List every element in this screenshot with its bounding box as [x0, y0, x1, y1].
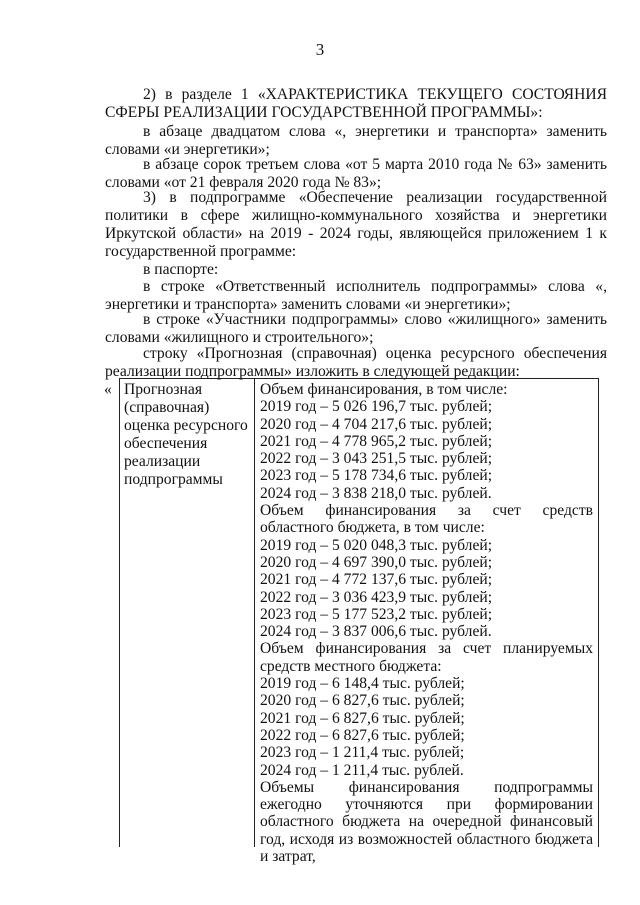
paragraph-20-amendment: в абзаце двадцатом слова «, энергетики и транспорта» заменить словами «и энергетики»; — [105, 123, 607, 158]
financing-line: 2023 год – 5 178 734,6 тыс. рублей; — [260, 467, 493, 485]
subprogram-amendment-paragraph: 3) в подпрограмме «Обеспечение реализации государственной политики в сфере жилищно-коммунального хозяйства и энергетики Иркутской области» на 2019 - 2024 годы, являющейся приложением 1 к государственной программе: — [105, 189, 607, 260]
financing-line: 2019 год – 5 020 048,3 тыс. рублей; — [260, 536, 493, 554]
financing-line: 2024 год – 3 838 218,0 тыс. рублей. — [260, 484, 492, 502]
financing-table — [119, 378, 599, 866]
financing-line: 2022 год – 6 827,6 тыс. рублей; — [260, 726, 465, 744]
financing-line: 2024 год – 3 837 006,6 тыс. рублей. — [260, 623, 492, 641]
financing-line: 2019 год – 6 148,4 тыс. рублей; — [260, 675, 465, 693]
label-line: обеспечения — [124, 435, 208, 452]
paragraph-43-amendment: в абзаце сорок третьем слова «от 5 марта 2010 года № 63» заменить словами «от 21 февраля 2020 года № 83»; — [105, 156, 607, 191]
label-line: Прогнозная — [124, 381, 202, 398]
financing-line: Объем финансирования за счет средств областного бюджета, в том числе: — [260, 502, 593, 537]
financing-line: 2020 год – 6 827,6 тыс. рублей; — [260, 692, 465, 710]
label-line: (справочная) — [124, 399, 210, 416]
section-amendment-paragraph: 2) в разделе 1 «ХАРАКТЕРИСТИКА ТЕКУЩЕГО СОСТОЯНИЯ СФЕРЫ РЕАЛИЗАЦИИ ГОСУДАРСТВЕННОЙ ПРОГРАММЫ»: — [105, 86, 607, 121]
table-row-label-cell — [120, 379, 255, 847]
table-row-value-cell — [255, 379, 598, 866]
forecast-row-amendment: строку «Прогнозная (справочная) оценка ресурсного обеспечения реализации подпрограммы» изложить в следующей редакции: — [105, 345, 607, 380]
financing-line: Объем финансирования за счет планируемых средств местного бюджета: — [260, 640, 593, 675]
responsible-executor-amendment: в строке «Ответственный исполнитель подпрограммы» слова «, энергетики и транспорта» заменить словами «и энергетики»; — [105, 278, 607, 313]
label-line: реализации — [124, 453, 201, 470]
financing-line: 2020 год – 4 697 390,0 тыс. рублей; — [260, 553, 493, 571]
financing-line: 2019 год – 5 026 196,7 тыс. рублей; — [260, 398, 493, 416]
financing-line: 2022 год – 3 036 423,9 тыс. рублей; — [260, 588, 493, 606]
label-line: оценка ресурсного — [124, 417, 248, 434]
financing-line: 2023 год – 1 211,4 тыс. рублей; — [260, 744, 465, 762]
financing-line: 2024 год – 1 211,4 тыс. рублей. — [260, 761, 464, 779]
financing-line: 2021 год – 4 778 965,2 тыс. рублей; — [260, 432, 493, 450]
passport-heading: в паспорте: — [143, 261, 219, 278]
financing-line: 2020 год – 4 704 217,6 тыс. рублей; — [260, 415, 493, 433]
participants-amendment: в строке «Участники подпрограммы» слово «жилищного» заменить словами «жилищного и строительного»; — [105, 311, 607, 346]
financing-line: 2023 год – 5 177 523,2 тыс. рублей; — [260, 605, 493, 623]
financing-line: 2022 год – 3 043 251,5 тыс. рублей; — [260, 450, 493, 468]
page-number: 3 — [315, 40, 325, 59]
financing-line: Объем финансирования, в том числе: — [260, 381, 508, 398]
financing-line: Объемы финансирования подпрограммы ежегодно уточняются при формировании областного бюджета на очередной финансовый год, исходя из возможностей областного бюджета и затрат, — [260, 778, 593, 866]
financing-line: 2021 год – 4 772 137,6 тыс. рублей; — [260, 571, 493, 589]
opening-quote-mark: « — [104, 381, 112, 398]
financing-line: 2021 год – 6 827,6 тыс. рублей; — [260, 709, 465, 727]
label-line: подпрограммы — [124, 471, 223, 488]
